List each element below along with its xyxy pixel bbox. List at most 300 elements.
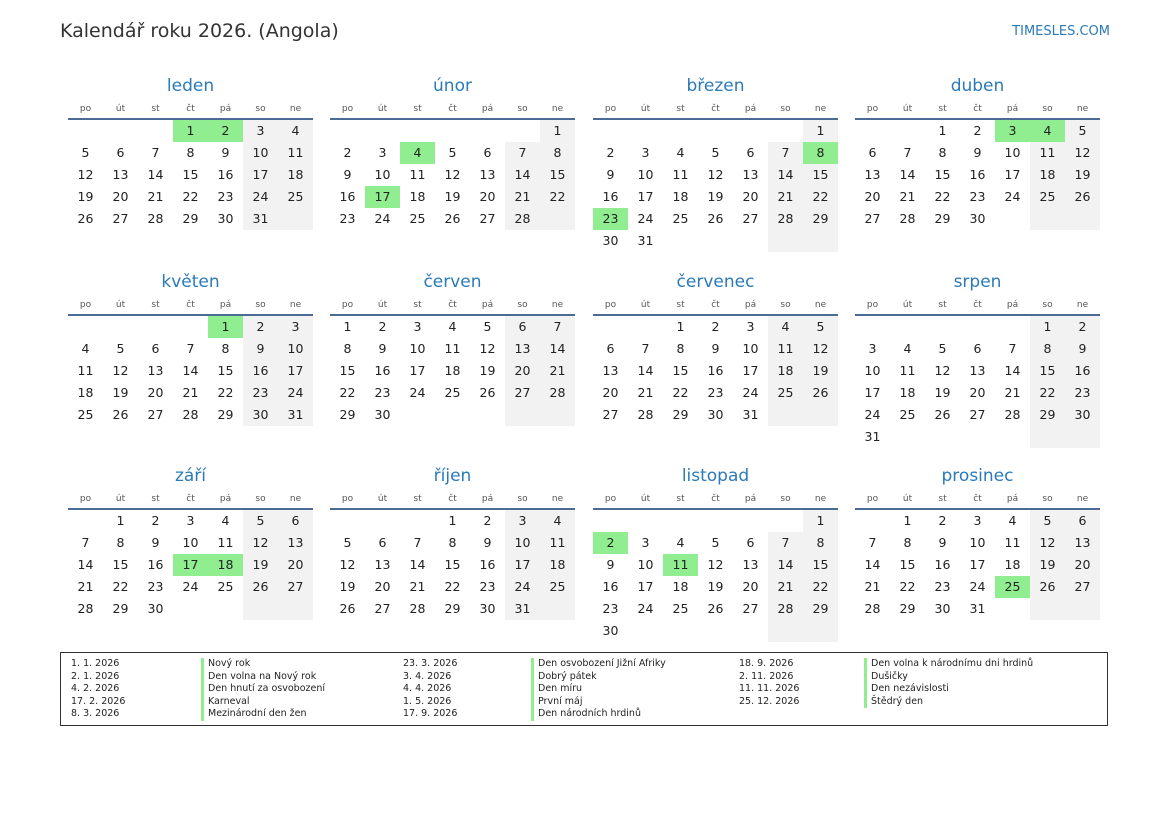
day-cell: 27 [864, 211, 881, 226]
day-cell: 15 [540, 164, 575, 186]
empty-cell [540, 404, 575, 426]
day-cell: 9 [151, 535, 160, 550]
day-cell: 5 [938, 341, 947, 356]
weekday-label: pá [481, 104, 494, 114]
day-cell: 4 [448, 319, 457, 334]
day-cell: 22 [217, 385, 234, 400]
day-cell: 24 [637, 211, 654, 226]
day-cell: 18 [444, 363, 461, 378]
day-cell: 16 [1065, 360, 1100, 382]
month-10 [593, 462, 838, 642]
empty-cell [68, 120, 103, 142]
weekday-label: ne [551, 300, 564, 310]
day-cell: 9 [221, 145, 230, 160]
day-cell: 22 [803, 186, 838, 208]
day-cell: 18 [409, 189, 426, 204]
day-cell: 6 [606, 341, 615, 356]
day-cell: 30 [374, 407, 391, 422]
day-cell: 21 [147, 189, 164, 204]
day-cell: 22 [444, 579, 461, 594]
empty-cell [925, 316, 960, 338]
day-cell: 17 [505, 554, 540, 576]
day-cell: 6 [1065, 510, 1100, 532]
empty-cell [593, 316, 628, 338]
empty-cell [733, 620, 768, 642]
day-cell: 6 [973, 341, 982, 356]
weekday-label: st [413, 104, 422, 114]
day-cell: 6 [746, 145, 755, 160]
day-cell: 3 [641, 535, 650, 550]
day-cell: 19 [1065, 164, 1100, 186]
day-cell: 3 [641, 145, 650, 160]
day-cell: 18 [768, 360, 803, 382]
day-cell: 29 [339, 407, 356, 422]
month-name: srpen [953, 272, 1002, 292]
weekday-label: st [413, 494, 422, 504]
day-cell: 8 [343, 341, 352, 356]
day-cell: 18 [672, 189, 689, 204]
day-cell: 5 [243, 510, 278, 532]
day-cell: 18 [278, 164, 313, 186]
weekday-label: pá [1006, 300, 1019, 310]
day-cell: 14 [505, 164, 540, 186]
day-cell: 20 [864, 189, 881, 204]
day-cell: 23 [934, 579, 951, 594]
day-cell: 30 [602, 233, 619, 248]
day-cell: 3 [995, 120, 1030, 142]
empty-cell [768, 510, 803, 532]
day-cell: 27 [374, 601, 391, 616]
weekday-label: pá [481, 300, 494, 310]
day-cell: 12 [707, 167, 724, 182]
day-cell: 10 [864, 363, 881, 378]
day-grid [855, 316, 1100, 448]
empty-cell [628, 510, 663, 532]
empty-cell [435, 120, 470, 142]
day-cell: 18 [1030, 164, 1065, 186]
empty-cell [1030, 208, 1065, 230]
holiday-name: Nový rok [201, 658, 250, 671]
weekday-label: pá [219, 300, 232, 310]
day-cell: 9 [243, 338, 278, 360]
day-cell: 10 [1004, 145, 1021, 160]
weekday-label: čt [973, 104, 982, 114]
legend-row [403, 671, 666, 684]
legend-row [739, 671, 1033, 684]
weekday-label: pá [481, 494, 494, 504]
empty-cell [698, 230, 733, 252]
day-cell: 10 [374, 167, 391, 182]
day-cell: 21 [637, 385, 654, 400]
day-cell: 30 [707, 407, 724, 422]
month-1 [330, 72, 575, 230]
empty-cell [663, 510, 698, 532]
day-cell: 15 [1030, 360, 1065, 382]
month-7 [855, 268, 1100, 448]
weekday-label: so [517, 104, 528, 114]
weekday-header [68, 490, 313, 510]
weekday-label: ne [814, 104, 827, 114]
brand-link[interactable]: TIMESLES.COM [1012, 24, 1110, 39]
month-name: duben [950, 76, 1005, 96]
day-cell: 5 [711, 145, 720, 160]
day-cell: 10 [505, 532, 540, 554]
day-grid [68, 120, 313, 230]
empty-cell [960, 426, 995, 448]
day-cell: 26 [112, 407, 129, 422]
day-cell: 24 [409, 385, 426, 400]
legend-row [403, 708, 666, 721]
day-cell: 25 [768, 382, 803, 404]
empty-cell [330, 510, 365, 532]
holiday-date: 3. 4. 2026 [403, 670, 452, 682]
weekday-label: po [79, 300, 92, 310]
day-cell: 27 [278, 576, 313, 598]
day-cell: 11 [672, 167, 689, 182]
day-cell: 10 [637, 167, 654, 182]
day-cell: 20 [278, 554, 313, 576]
day-cell: 10 [243, 142, 278, 164]
empty-cell [663, 120, 698, 142]
weekday-label: so [255, 300, 266, 310]
day-cell: 3 [973, 513, 982, 528]
day-cell: 8 [221, 341, 230, 356]
day-cell: 13 [505, 338, 540, 360]
month-9 [330, 462, 575, 620]
day-cell: 16 [969, 167, 986, 182]
weekday-label: čt [186, 300, 195, 310]
holiday-name: Den hnutí za osvobození [201, 683, 325, 696]
day-cell: 4 [540, 510, 575, 532]
day-cell: 13 [742, 167, 759, 182]
empty-cell [995, 208, 1030, 230]
day-cell: 12 [339, 557, 356, 572]
day-cell: 22 [672, 385, 689, 400]
holiday-date: 8. 3. 2026 [71, 708, 120, 719]
day-cell: 26 [339, 601, 356, 616]
day-cell: 7 [768, 532, 803, 554]
day-cell: 9 [973, 145, 982, 160]
empty-cell [995, 426, 1030, 448]
day-cell: 10 [182, 535, 199, 550]
day-cell: 22 [934, 189, 951, 204]
day-cell: 19 [707, 579, 724, 594]
empty-cell [698, 620, 733, 642]
day-cell: 15 [672, 363, 689, 378]
day-cell: 29 [934, 211, 951, 226]
legend-row [739, 696, 1033, 709]
day-cell: 27 [742, 601, 759, 616]
day-cell: 30 [147, 601, 164, 616]
weekday-label: út [640, 104, 651, 114]
month-6 [593, 268, 838, 426]
day-cell: 3 [413, 319, 422, 334]
day-cell: 2 [151, 513, 160, 528]
day-cell: 11 [444, 341, 461, 356]
weekday-label: ne [551, 104, 564, 114]
empty-cell [698, 120, 733, 142]
day-cell: 21 [409, 579, 426, 594]
weekday-label: st [151, 494, 160, 504]
weekday-header [855, 296, 1100, 316]
holiday-name: Den osvobození Jižní Afriky [531, 658, 666, 671]
day-cell: 6 [746, 535, 755, 550]
weekday-label: pá [744, 300, 757, 310]
day-cell: 22 [182, 189, 199, 204]
day-cell: 4 [1030, 120, 1065, 142]
day-cell: 26 [479, 385, 496, 400]
weekday-label: ne [289, 494, 302, 504]
day-cell: 1 [208, 316, 243, 338]
day-cell: 17 [173, 554, 208, 576]
weekday-label: čt [448, 300, 457, 310]
holiday-name: První máj [531, 696, 583, 709]
day-cell: 6 [278, 510, 313, 532]
day-cell: 25 [1030, 186, 1065, 208]
day-cell: 23 [243, 382, 278, 404]
day-cell: 12 [479, 341, 496, 356]
weekday-label: čt [448, 494, 457, 504]
day-cell: 19 [479, 363, 496, 378]
day-cell: 5 [81, 145, 90, 160]
day-cell: 23 [339, 211, 356, 226]
day-cell: 4 [676, 535, 685, 550]
day-cell: 13 [112, 167, 129, 182]
empty-cell [173, 316, 208, 338]
day-cell: 28 [147, 211, 164, 226]
day-cell: 12 [707, 557, 724, 572]
day-cell: 7 [868, 535, 877, 550]
day-cell: 31 [969, 601, 986, 616]
day-cell: 8 [676, 341, 685, 356]
weekday-label: st [676, 300, 685, 310]
day-cell: 4 [400, 142, 435, 164]
day-cell: 21 [1004, 385, 1021, 400]
day-cell: 14 [899, 167, 916, 182]
day-cell: 18 [208, 554, 243, 576]
empty-cell [330, 120, 365, 142]
holiday-name: Dušičky [864, 671, 908, 684]
legend-column [739, 658, 1033, 708]
day-cell: 25 [995, 576, 1030, 598]
day-cell: 14 [768, 164, 803, 186]
weekday-label: st [676, 494, 685, 504]
day-cell: 13 [742, 557, 759, 572]
day-cell: 20 [602, 385, 619, 400]
weekday-label: po [341, 300, 354, 310]
day-cell: 4 [81, 341, 90, 356]
day-cell: 27 [479, 211, 496, 226]
day-cell: 26 [803, 382, 838, 404]
day-cell: 13 [602, 363, 619, 378]
day-cell: 15 [899, 557, 916, 572]
day-cell: 16 [243, 360, 278, 382]
day-cell: 20 [147, 385, 164, 400]
day-cell: 29 [112, 601, 129, 616]
day-cell: 28 [505, 208, 540, 230]
day-cell: 21 [182, 385, 199, 400]
day-cell: 13 [864, 167, 881, 182]
weekday-label: po [604, 104, 617, 114]
weekday-label: ne [1076, 300, 1089, 310]
day-cell: 30 [243, 404, 278, 426]
weekday-label: ne [1076, 494, 1089, 504]
day-cell: 28 [768, 208, 803, 230]
day-cell: 2 [711, 319, 720, 334]
day-cell: 17 [1004, 167, 1021, 182]
day-cell: 28 [409, 601, 426, 616]
day-cell: 17 [278, 360, 313, 382]
weekday-label: so [780, 494, 791, 504]
day-cell: 18 [77, 385, 94, 400]
day-cell: 21 [505, 186, 540, 208]
empty-cell [890, 426, 925, 448]
day-cell: 2 [973, 123, 982, 138]
day-cell: 5 [803, 316, 838, 338]
day-cell: 1 [938, 123, 947, 138]
weekday-header [68, 100, 313, 120]
legend-column [403, 658, 666, 721]
weekday-label: so [517, 300, 528, 310]
weekday-label: ne [289, 300, 302, 310]
empty-cell [803, 620, 838, 642]
day-grid [855, 510, 1100, 620]
day-cell: 20 [374, 579, 391, 594]
day-cell: 19 [803, 360, 838, 382]
weekday-label: so [780, 104, 791, 114]
month-8 [68, 462, 313, 620]
month-name: únor [433, 76, 472, 96]
day-cell: 20 [742, 189, 759, 204]
day-cell: 14 [864, 557, 881, 572]
day-cell: 26 [707, 211, 724, 226]
empty-cell [733, 230, 768, 252]
day-cell: 11 [409, 167, 426, 182]
day-cell: 8 [903, 535, 912, 550]
day-cell: 11 [540, 532, 575, 554]
day-cell: 10 [278, 338, 313, 360]
weekday-label: po [604, 494, 617, 504]
day-cell: 24 [1004, 189, 1021, 204]
weekday-label: út [902, 494, 913, 504]
empty-cell [505, 120, 540, 142]
weekday-label: pá [744, 104, 757, 114]
day-cell: 16 [339, 189, 356, 204]
weekday-label: út [115, 104, 126, 114]
day-cell: 3 [746, 319, 755, 334]
day-cell: 2 [483, 513, 492, 528]
day-cell: 3 [278, 316, 313, 338]
day-cell: 27 [112, 211, 129, 226]
day-cell: 29 [1030, 404, 1065, 426]
day-cell: 6 [151, 341, 160, 356]
day-cell: 9 [711, 341, 720, 356]
holiday-date: 4. 4. 2026 [403, 683, 452, 694]
weekday-label: pá [219, 104, 232, 114]
month-name: květen [161, 272, 220, 292]
day-grid [593, 316, 838, 426]
day-cell: 26 [444, 211, 461, 226]
day-cell: 7 [505, 142, 540, 164]
day-cell: 28 [540, 382, 575, 404]
weekday-header [330, 490, 575, 510]
day-cell: 3 [505, 510, 540, 532]
month-0 [68, 72, 313, 230]
day-grid [330, 120, 575, 230]
day-cell: 17 [409, 363, 426, 378]
day-cell: 21 [864, 579, 881, 594]
empty-cell [103, 316, 138, 338]
holiday-name: Mezinárodní den žen [201, 708, 307, 721]
day-cell: 20 [969, 385, 986, 400]
day-cell: 23 [147, 579, 164, 594]
day-cell: 26 [1065, 186, 1100, 208]
day-cell: 31 [278, 404, 313, 426]
day-cell: 22 [112, 579, 129, 594]
day-cell: 25 [444, 385, 461, 400]
legend-row [71, 671, 325, 684]
day-cell: 23 [479, 579, 496, 594]
empty-cell [663, 620, 698, 642]
day-cell: 14 [637, 363, 654, 378]
day-cell: 13 [278, 532, 313, 554]
weekday-label: so [1042, 494, 1053, 504]
day-cell: 9 [378, 341, 387, 356]
weekday-label: čt [711, 494, 720, 504]
day-cell: 2 [343, 145, 352, 160]
day-cell: 7 [151, 145, 160, 160]
day-cell: 25 [672, 601, 689, 616]
day-cell: 27 [505, 382, 540, 404]
day-cell: 24 [505, 576, 540, 598]
day-cell: 30 [934, 601, 951, 616]
weekday-label: čt [448, 104, 457, 114]
day-cell: 19 [934, 385, 951, 400]
day-cell: 18 [540, 554, 575, 576]
day-cell: 2 [1065, 316, 1100, 338]
empty-cell [733, 120, 768, 142]
day-cell: 24 [637, 601, 654, 616]
holiday-date: 2. 1. 2026 [71, 670, 120, 682]
day-grid [330, 510, 575, 620]
holiday-name: Den volna na Nový rok [201, 671, 316, 684]
legend-row [71, 683, 325, 696]
weekday-label: út [377, 104, 388, 114]
day-cell: 20 [479, 189, 496, 204]
day-cell: 15 [934, 167, 951, 182]
month-3 [855, 72, 1100, 230]
day-cell: 28 [768, 598, 803, 620]
day-cell: 12 [243, 532, 278, 554]
empty-cell [400, 404, 435, 426]
day-cell: 26 [77, 211, 94, 226]
empty-cell [803, 404, 838, 426]
day-cell: 9 [606, 167, 615, 182]
day-cell: 1 [676, 319, 685, 334]
day-cell: 23 [707, 385, 724, 400]
day-cell: 14 [409, 557, 426, 572]
day-cell: 11 [899, 363, 916, 378]
weekday-label: st [938, 104, 947, 114]
empty-cell [208, 598, 243, 620]
day-cell: 1 [803, 120, 838, 142]
empty-cell [1030, 598, 1065, 620]
day-cell: 11 [1004, 535, 1021, 550]
weekday-label: út [640, 300, 651, 310]
day-cell: 18 [672, 579, 689, 594]
weekday-label: út [115, 494, 126, 504]
day-cell: 22 [339, 385, 356, 400]
